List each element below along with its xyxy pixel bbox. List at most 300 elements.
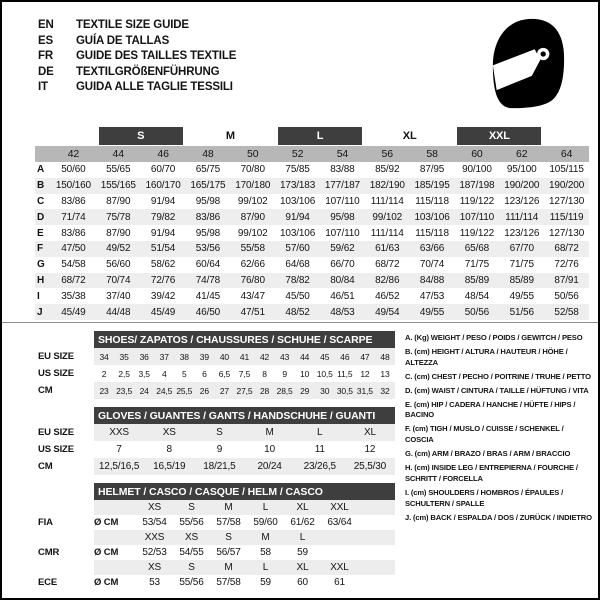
textile-cell-I-52: 45/50 [285,290,310,302]
legend-item: D. (cm) WAIST / CINTURA / TAILLE / HÜFTUNG / VITA [405,385,589,395]
textile-cell-B-58: 185/195 [414,180,450,192]
textile-cell-E-62: 123/126 [504,227,540,239]
textile-cell-A-54: 83/88 [330,164,355,176]
textile-cell-D-58: 103/106 [414,211,450,223]
helmet-row-CMR [38,545,395,560]
textile-cell-H-60: 85/89 [464,274,490,286]
gloves-row-EU SIZE [38,424,395,441]
textile-band-row [35,126,589,146]
helmet-row-label: CMR [38,547,60,558]
textile-cell-B-60: 187/198 [459,180,495,192]
helmet-cell: 61/62 [290,517,315,528]
legend-item: F. (cm) TIGH / MUSLO / CUISSE / SCHENKEL / COSCIA [405,424,564,445]
shoes-row-EU SIZE [38,348,395,365]
textile-cell-D-50: 87/90 [240,211,265,223]
shoes-row-US SIZE [38,365,395,382]
helmet-cells [94,515,395,530]
helmet-cell: 59 [297,547,308,558]
textile-cell-F-58: 63/66 [419,243,445,255]
gloves-cell: 12 [364,444,376,455]
helmet-cell: L [299,532,306,543]
shoes-cell: 9 [282,368,287,379]
shoes-cells [94,365,395,382]
size-band-blank [547,127,586,145]
textile-cell-J-54: 48/53 [330,306,355,318]
shoes-cell: 47 [360,351,370,362]
legend-item: J. (cm) BACK / ESPALDA / DOS / ZURÜCK / INDIETRO [405,512,592,522]
row-label-F: F [37,243,43,255]
language-code: DE [38,65,54,78]
textile-cell-C-64: 127/130 [549,195,585,207]
helmet-cell: 54/55 [179,547,204,558]
language-title: GUÍA DE TALLAS [76,34,170,47]
textile-cell-A-64: 105/115 [549,164,584,176]
textile-cell-H-52: 78/82 [285,274,310,286]
gloves-row-label: CM [38,461,53,472]
textile-row-I [35,288,589,304]
helmet-row-sizes-0 [38,500,395,515]
shoes-cell: 32 [380,385,390,396]
textile-cell-B-56: 182/190 [369,180,405,192]
legend-item: G. (cm) ARM / BRAZO / BRAS / ARM / BRACCIO [405,449,571,459]
textile-cell-E-44: 87/90 [106,227,131,239]
textile-cell-J-58: 49/55 [419,306,445,318]
helmet-cell: XL [296,502,309,513]
textile-cell-B-46: 160/170 [145,180,181,192]
textile-cell-G-60: 71/75 [464,259,490,271]
textile-cell-C-62: 123/126 [504,195,540,207]
language-row [38,34,236,50]
textile-cell-G-52: 64/68 [285,259,310,271]
size-band-L: L [278,127,362,145]
helmet-cell: S [225,532,232,543]
racing-helmet-icon [488,16,568,111]
size-col-52: 52 [291,148,304,160]
textile-size-table [35,126,589,320]
gloves-cells [94,424,395,441]
helmet-cell: 53/54 [142,517,167,528]
gloves-row-label: EU SIZE [38,427,74,438]
textile-cell-A-50: 70/80 [240,164,265,176]
row-label-E: E [37,227,44,239]
size-band-blank [54,127,93,145]
textile-row-A [35,162,589,178]
textile-cell-J-48: 46/50 [195,306,221,318]
helmet-cells [94,575,395,590]
textile-cell-E-52: 103/106 [280,227,316,239]
gloves-cell: 8 [166,444,172,455]
helmet-cell: 55/56 [179,577,204,588]
size-col-46: 46 [157,148,169,160]
size-col-58: 58 [426,148,438,160]
shoes-cell: 10,5 [316,368,333,379]
gloves-cell: 10 [264,444,275,455]
textile-cell-B-52: 173/183 [280,180,316,192]
helmet-cells [94,560,395,575]
size-col-64: 64 [560,148,573,160]
helmet-cell: 57/58 [216,517,241,528]
gloves-title-row [38,407,395,424]
textile-cell-I-42: 35/38 [61,290,86,302]
language-title: GUIDE DES TAILLES TEXTILE [76,50,237,62]
size-band-XL: XL [402,130,417,142]
textile-cell-J-50: 47/51 [240,306,265,318]
textile-cell-I-44: 37/40 [106,290,131,302]
shoes-title-spacer [38,331,94,348]
textile-cell-I-46: 39/42 [150,290,176,302]
textile-cell-E-46: 91/94 [150,227,176,239]
textile-cell-H-58: 84/88 [419,274,445,286]
gloves-cell: XS [162,427,176,438]
shoes-cell: 41 [239,351,250,362]
helmet-unit-label: Ø CM [94,547,119,558]
accessory-tables [38,331,395,598]
textile-cell-E-54: 107/110 [325,227,360,239]
shoes-cells [94,382,395,399]
size-band-S: S [99,127,183,145]
textile-cell-E-64: 127/130 [549,227,585,239]
textile-cell-C-54: 107/110 [325,195,360,207]
helmet-unit-label: Ø CM [94,517,119,528]
textile-cell-H-62: 85/89 [509,274,534,286]
language-row [38,80,236,96]
shoes-cell: 8 [262,368,267,379]
gloves-row-CM [38,458,395,475]
helmet-cell: XS [147,562,162,573]
helmet-cell: 59/60 [253,517,278,528]
gloves-cell: L [317,427,323,438]
shoes-cell: 25,5 [176,385,193,396]
textile-cell-J-42: 45/49 [61,306,86,318]
shoes-cell: 42 [259,351,270,362]
gloves-cell: 7 [116,444,122,455]
shoes-cell: 28 [259,385,270,396]
gloves-row-US SIZE [38,441,395,458]
gloves-cells [94,441,395,458]
textile-cell-E-48: 95/98 [195,227,221,239]
textile-cell-A-62: 95/100 [506,164,537,176]
textile-cell-I-50: 43/47 [240,290,265,302]
row-label-D: D [37,211,45,223]
textile-cell-G-48: 60/64 [195,259,221,271]
shoes-cell: 11,5 [337,368,353,379]
helmet-cell: 56/57 [216,547,241,558]
textile-cell-H-54: 80/84 [330,274,355,286]
legend-item: C. (cm) CHEST / PECHO / POITRINE / TRUHE / PETTO [405,371,591,381]
helmet-cell: S [188,502,195,513]
shoes-cell: 24,5 [156,385,173,396]
textile-cell-F-46: 51/54 [150,243,176,255]
textile-cell-C-42: 83/86 [61,195,86,207]
helmet-cell: 63/64 [327,517,352,528]
language-code: ES [38,34,54,47]
textile-cell-F-48: 53/56 [195,243,221,255]
textile-cell-D-52: 91/94 [285,211,310,223]
textile-cell-I-56: 46/52 [375,290,400,302]
language-title: TEXTILGRÖßENFÜHRUNG [76,65,220,78]
textile-cell-J-52: 48/52 [285,306,310,318]
size-col-54: 54 [336,148,349,160]
textile-cell-D-62: 111/114 [505,211,539,223]
textile-cell-A-60: 90/100 [462,164,492,176]
textile-cell-H-48: 74/78 [195,274,221,286]
textile-cell-F-60: 65/68 [464,243,490,255]
row-label-B: B [37,180,45,192]
helmet-cell: XL [296,562,309,573]
textile-cell-J-44: 44/48 [106,306,131,318]
textile-cell-A-44: 55/65 [106,164,131,176]
gloves-cell: 16,5/19 [153,461,186,472]
textile-cell-G-58: 70/74 [419,259,445,271]
textile-cell-G-54: 66/70 [330,259,355,271]
shoes-table [38,331,395,399]
row-label-H: H [37,274,45,286]
row-label-C: C [37,195,45,207]
textile-cell-D-48: 83/86 [195,211,221,223]
textile-cell-J-64: 52/58 [554,306,579,318]
gloves-cell: XL [363,427,376,438]
lower-section [38,331,592,598]
shoes-cell: 27,5 [236,385,253,396]
helmet-row-label [38,530,94,545]
helmet-table [38,483,395,590]
textile-cell-F-52: 57/60 [285,243,310,255]
shoes-cell: 2 [101,368,107,379]
shoes-cell: 39 [199,351,209,362]
shoes-title-row [38,331,395,348]
shoes-cells [94,348,395,365]
shoes-cell: 24 [139,385,149,396]
helmet-row-sizes-2 [38,530,395,545]
shoes-row-label: EU SIZE [38,351,74,362]
helmet-cell: S [188,562,195,573]
legend-item: A. (Kg) WEIGHT / PESO / POIDS / GEWITCH / PESO [405,333,583,342]
textile-row-J [35,304,589,320]
gloves-cell: S [216,427,223,438]
textile-cell-I-64: 50/56 [554,290,579,302]
helmet-row-label: ECE [38,577,58,588]
textile-cell-A-56: 85/92 [375,164,400,176]
shoes-cell: 6 [202,368,207,379]
textile-cell-C-60: 119/122 [459,195,495,207]
textile-cell-H-42: 68/72 [61,274,86,286]
shoes-cell: 40 [219,351,229,362]
size-col-62: 62 [516,148,528,160]
textile-cell-B-42: 150/160 [55,180,91,192]
textile-row-D [35,209,589,225]
helmet-cell: 57/58 [216,577,241,588]
textile-row-F [35,241,589,257]
textile-cell-I-62: 49/55 [509,290,534,302]
textile-cell-C-50: 99/102 [237,195,268,207]
gloves-cell: 20/24 [257,461,282,472]
shoes-title: SHOES/ ZAPATOS / CHAUSSURES / SCHUHE / SCARPE [94,331,395,348]
language-title-list [38,18,236,96]
shoes-cell: 46 [340,351,350,362]
shoes-cell: 29 [300,385,310,396]
gloves-title: GLOVES / GUANTES / GANTS / HANDSCHUHE / GUANTI [94,407,395,424]
gloves-cell: 23/26,5 [303,461,336,472]
textile-cell-G-56: 68/72 [375,259,400,271]
shoes-cell: 23,5 [116,385,133,396]
size-col-56: 56 [381,148,393,160]
language-row [38,65,236,81]
shoes-cell: 13 [380,368,390,379]
textile-cell-G-44: 56/60 [106,259,131,271]
shoes-cell: 37 [159,351,169,362]
textile-cell-C-56: 111/114 [370,195,404,207]
textile-cell-J-62: 51/56 [509,306,534,318]
size-band-M: M [225,130,235,142]
textile-cell-E-56: 111/114 [370,227,404,239]
shoes-cell: 36 [139,351,149,362]
textile-cell-C-46: 91/94 [150,195,176,207]
helmet-cell: XXL [330,562,349,573]
size-band-XXL: XXL [457,127,541,145]
textile-cell-D-42: 71/74 [61,211,86,223]
textile-cell-A-48: 65/75 [195,164,221,176]
legend-item: B. (cm) HEIGHT / ALTURA / HAUTEUR / HÖHE / ALTEZZA [405,346,568,367]
shoes-cell: 12 [360,368,370,379]
textile-cell-I-58: 47/53 [419,290,445,302]
textile-cell-G-64: 72/76 [554,259,579,271]
textile-cell-J-46: 45/49 [150,306,176,318]
textile-cell-J-56: 49/54 [375,306,400,318]
helmet-title-row [38,483,395,500]
textile-cell-H-64: 87/91 [554,274,579,286]
textile-size-row [35,146,589,162]
helmet-cell: 52/53 [142,547,167,558]
textile-cell-A-46: 60/70 [150,164,176,176]
language-row [38,18,236,34]
row-label-A: A [37,164,45,176]
helmet-cell: L [262,502,269,513]
helmet-cell: 60 [297,577,308,588]
helmet-row-ECE [38,575,395,590]
gloves-cell: 9 [216,444,223,455]
textile-cell-H-50: 76/80 [240,274,265,286]
textile-cell-E-50: 99/102 [237,227,268,239]
helmet-row-label: FIA [38,517,53,528]
language-row [38,49,236,65]
textile-cell-F-44: 49/52 [106,243,131,255]
textile-cell-B-62: 190/200 [504,180,540,192]
shoes-cell: 31,5 [356,385,373,396]
language-code: IT [38,81,48,93]
helmet-cell: XS [184,532,199,543]
measurement-legend [395,331,592,527]
textile-cell-D-46: 79/82 [150,211,176,223]
textile-row-B [35,178,589,194]
helmet-cell: 59 [260,577,271,588]
helmet-cell: 55/56 [179,517,204,528]
textile-cell-C-48: 95/98 [195,195,221,207]
textile-cell-D-54: 95/98 [330,211,355,223]
shoes-cell: 7,5 [238,368,251,379]
gloves-cell: 11 [314,444,325,455]
size-col-60: 60 [471,148,483,160]
textile-cell-H-44: 70/74 [106,274,131,286]
textile-cell-D-44: 75/78 [106,211,131,223]
gloves-cells [94,458,395,475]
helmet-cell: 58 [260,547,271,558]
row-label-J: J [37,306,43,318]
gloves-cell: XXS [109,427,129,438]
shoes-cell: 4 [161,368,167,379]
gloves-cell: 12,5/16,5 [98,461,140,472]
shoes-cell: 3,5 [138,368,150,379]
textile-cell-I-48: 41/45 [195,290,221,302]
textile-cell-F-62: 67/70 [509,243,534,255]
textile-cell-C-58: 115/118 [415,195,449,207]
section-divider [2,322,598,323]
textile-cell-F-54: 59/62 [330,243,355,255]
textile-cell-A-58: 87/95 [419,164,445,176]
language-title: TEXTILE SIZE GUIDE [76,19,189,31]
shoes-cell: 43 [280,351,290,362]
textile-cell-H-46: 72/76 [150,274,176,286]
size-col-50: 50 [247,148,259,160]
language-title: GUIDA ALLE TAGLIE TESSILI [76,81,233,93]
textile-cell-A-42: 50/60 [61,164,86,176]
helmet-cells [94,530,395,545]
textile-cell-G-62: 71/75 [509,259,534,271]
helmet-cells [94,545,395,560]
textile-cell-E-58: 115/118 [415,227,449,239]
helmet-cell: L [262,562,269,573]
helmet-unit-label: Ø CM [94,577,119,588]
gloves-title-spacer [38,407,94,424]
textile-cell-G-46: 58/62 [150,259,176,271]
gloves-cell: 18/21,5 [203,461,236,472]
textile-cell-G-42: 54/58 [61,259,86,271]
gloves-cell: 25,5/30 [353,461,387,472]
textile-cell-B-50: 170/180 [235,180,271,192]
helmet-cell: XXS [144,532,165,543]
textile-cell-I-60: 48/54 [464,290,490,302]
shoes-cell: 30 [320,385,330,396]
textile-cell-B-54: 177/187 [324,180,360,192]
textile-cell-F-50: 55/58 [240,243,265,255]
textile-cell-F-56: 61/63 [375,243,400,255]
helmet-cell: 61 [334,577,345,588]
legend-item: E. (cm) HIP / CADERA / HANCHE / HÜFTE / HIPS / BACINO [405,399,576,420]
helmet-row-sizes-4 [38,560,395,575]
row-label-G: G [37,259,45,271]
shoes-cell: 6,5 [218,368,231,379]
helmet-cell: M [224,562,233,573]
textile-cell-B-64: 190/200 [549,180,585,192]
size-col-48: 48 [202,148,214,160]
textile-cell-G-50: 62/66 [240,259,265,271]
textile-cell-E-42: 83/86 [61,227,86,239]
shoes-cell: 34 [99,351,109,362]
language-code: FR [38,50,54,62]
textile-cell-C-52: 103/106 [280,195,316,207]
shoes-cell: 2,5 [118,368,130,379]
size-col-44: 44 [112,148,124,160]
shoes-cell: 30,5 [336,385,353,396]
legend-item: H. (cm) INSIDE LEG / ENTREPIERNA / FOURCHE / SCHRITT / FORCELLA [405,463,578,483]
helmet-cell: 53 [149,577,160,588]
textile-cell-H-56: 82/86 [375,274,400,286]
helmet-cell: M [224,502,233,513]
textile-cell-B-48: 165/175 [190,180,226,192]
shoes-cell: 5 [182,368,187,379]
textile-row-E [35,225,589,241]
textile-row-C [35,194,589,210]
gloves-cell: M [265,427,274,438]
